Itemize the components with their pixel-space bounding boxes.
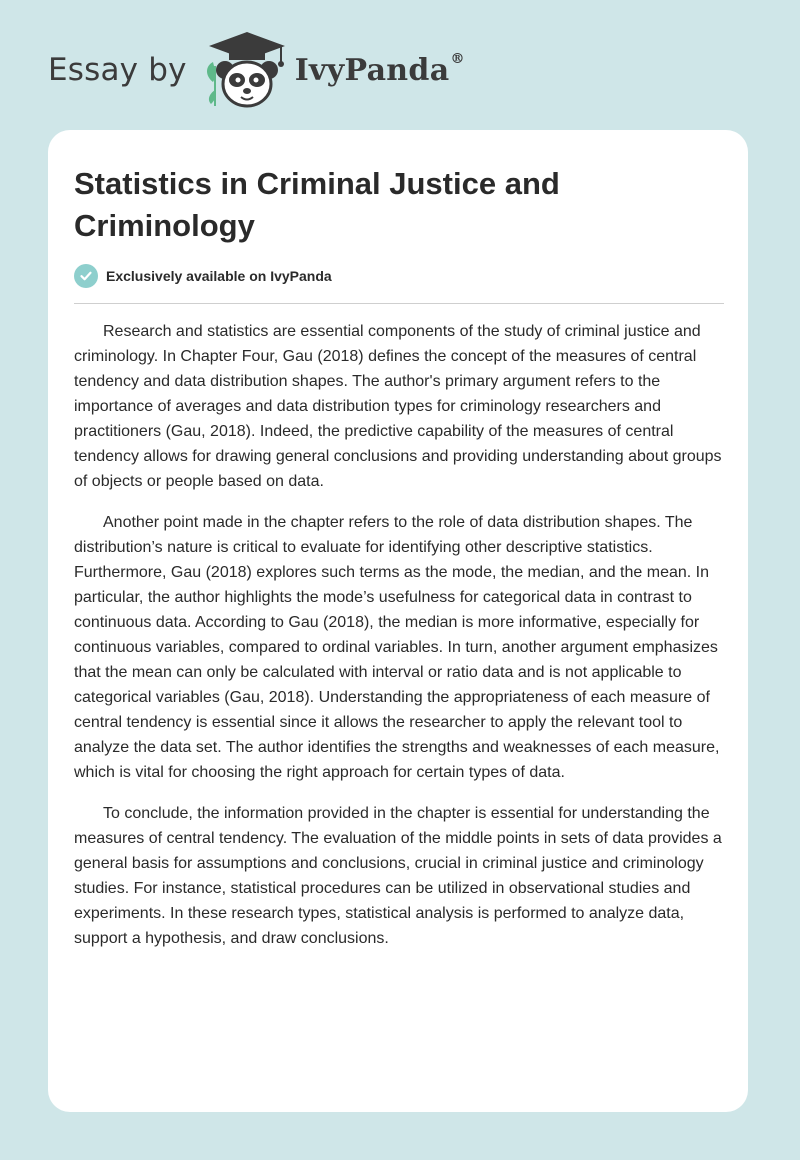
paragraph: Another point made in the chapter refers to the role of data distribution shapes. The distribution’s nature is critical to evaluate for identifying other descriptive statistics. Furthermore, Gau (2018) explores such terms as the mode, the median, and the mean. In particular, the author highlights the mode’s usefulness for categorical data in contrast to continuous data. According to Gau (2018), the median is more informative, especially for continuous variables, compared to ordinal variables. In turn, another argument emphasizes that the mean can only be calculated with interval or ratio data and is not applicable to categorical variables (Gau, 2018). Understanding the appropriateness of each measure of central tendency is essential since it allows the researcher to apply the relevant tool to analyze the data set. The author identifies the strengths and weaknesses of each measure, which is vital for choosing the right approach for certain types of data. — [74, 514, 720, 781]
registered-mark: ® — [450, 50, 465, 67]
exclusive-badge — [74, 264, 332, 288]
check-icon — [74, 264, 98, 288]
panda-graduate-icon[interactable] — [201, 30, 293, 110]
paragraph: Research and statistics are essential components of the study of criminal justice and criminology. In Chapter Four, Gau (2018) defines the concept of the measures of central tendency and data distribution shapes. The author's primary argument refers to the importance of averages and data distribution types for criminology researchers and practitioners (Gau, 2018). Indeed, the predictive capability of the measures of central tendency allows for drawing general conclusions and providing understanding about groups of objects or people based on data. — [74, 323, 722, 490]
essay-by-label: Essay by — [48, 52, 187, 88]
paragraph: To conclude, the information provided in the chapter is essential for understanding the measures of central tendency. The evaluation of the middle points in sets of data provides a general basis for assumptions and conclusions, crucial in criminal justice and criminology studies. For instance, statistical procedures can be utilized in observational studies and experiments. In these research types, statistical analysis is performed to analyze data, support a hypothesis, and draw conclusions. — [74, 805, 722, 947]
divider — [74, 303, 724, 304]
essay-body — [74, 319, 726, 967]
essay-card — [48, 130, 748, 1112]
exclusive-label: Exclusively available on IvyPanda — [106, 268, 332, 284]
site-header — [48, 30, 465, 110]
brand-name[interactable]: IvyPanda® — [294, 50, 465, 88]
page-title: Statistics in Criminal Justice and Criminology — [74, 166, 560, 243]
